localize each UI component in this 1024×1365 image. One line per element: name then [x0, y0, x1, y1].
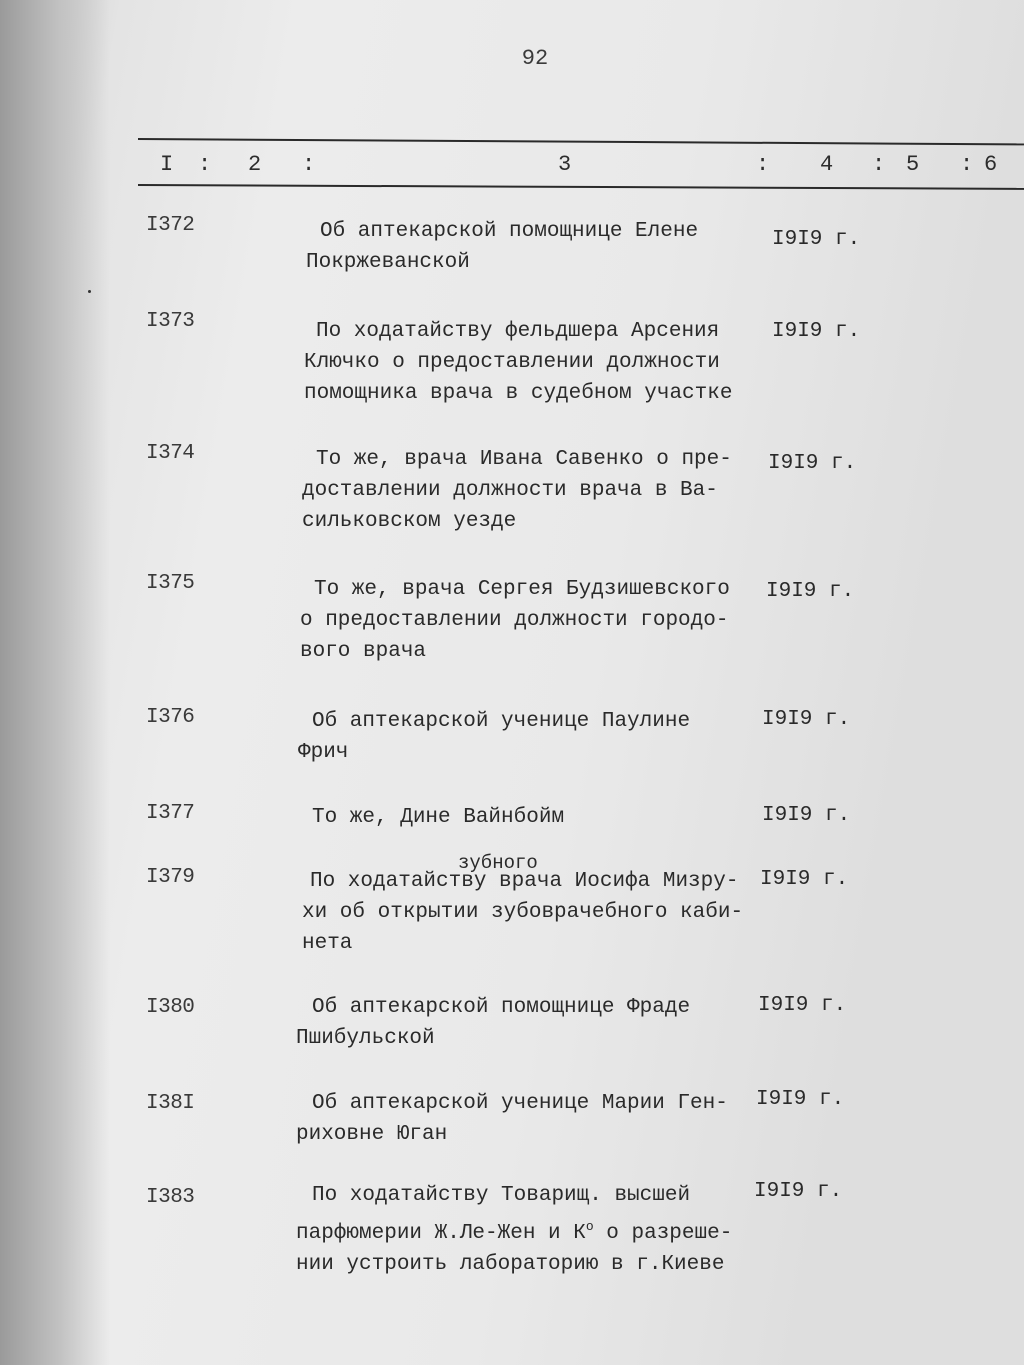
- description-line: Об аптекарской помощнице Фраде: [312, 996, 691, 1019]
- description-line: Покржеванской: [306, 251, 470, 274]
- description-line-part: о разреше-: [606, 1222, 733, 1245]
- column-header-3: 3: [558, 152, 572, 177]
- record-description: [304, 316, 774, 409]
- record-description: [306, 216, 776, 278]
- record-description: [296, 992, 766, 1054]
- record-year: I9I9 г.: [766, 580, 855, 603]
- record-description: [300, 574, 770, 667]
- record-year: I9I9 г.: [762, 708, 851, 731]
- record-number: I379: [146, 866, 195, 889]
- description-line: По ходатайству Товарищ. высшей: [312, 1184, 691, 1207]
- description-line: риховне Юган: [296, 1123, 448, 1146]
- column-separator: :: [872, 152, 886, 177]
- description-line: То же, Дине Вайнбойм: [312, 806, 565, 829]
- record-year: I9I9 г.: [758, 994, 847, 1017]
- record-number: I380: [146, 996, 195, 1019]
- column-header-4: 4: [820, 152, 834, 177]
- margin-mark: [88, 290, 91, 293]
- handwritten-insertion: зубного: [458, 852, 538, 874]
- column-header-5: 5: [906, 152, 920, 177]
- description-line: То же, врача Ивана Савенко о пре-: [316, 448, 732, 471]
- column-separator: :: [756, 152, 770, 177]
- record-number: I376: [146, 706, 195, 729]
- column-header-2: 2: [248, 152, 262, 177]
- description-line: Об аптекарской ученице Марии Ген-: [312, 1092, 728, 1115]
- description-line: Фрич: [298, 741, 349, 764]
- record-number: I38I: [146, 1092, 195, 1115]
- description-line: доставлении должности врача в Ва-: [302, 479, 718, 502]
- description-line: вого врача: [300, 640, 427, 663]
- column-separator: :: [198, 152, 212, 177]
- record-number: I383: [146, 1186, 195, 1209]
- record-year: I9I9 г.: [756, 1088, 845, 1111]
- column-header-1: I: [160, 152, 174, 177]
- description-line-part: парфюмерии Ж.Ле-Жен и К: [296, 1222, 586, 1245]
- column-header-6: 6: [984, 152, 998, 177]
- record-number: I372: [146, 214, 195, 237]
- record-number: I375: [146, 572, 195, 595]
- record-description: [298, 802, 768, 833]
- description-line: о предоставлении должности городо-: [300, 609, 729, 632]
- description-line: нии устроить лабораторию в г.Киеве: [296, 1253, 725, 1276]
- description-line: [296, 1211, 766, 1249]
- description-line: Об аптекарской помощнице Елене: [320, 220, 699, 243]
- book-gutter: [0, 0, 110, 1365]
- description-line: Об аптекарской ученице Паулине: [312, 710, 691, 733]
- record-description: [298, 706, 768, 768]
- record-description: [296, 1088, 766, 1150]
- record-description: [302, 444, 772, 537]
- description-line: хи об открытии зубоврачебного каби-: [302, 901, 744, 924]
- description-line: нета: [302, 932, 353, 955]
- record-year: I9I9 г.: [760, 868, 849, 891]
- record-number: I374: [146, 442, 195, 465]
- record-year: I9I9 г.: [754, 1180, 843, 1203]
- column-separator: :: [960, 152, 974, 177]
- description-line: По ходатайству врача Иосифа Мизру-: [310, 870, 739, 893]
- description-line: Пшибульской: [296, 1027, 435, 1050]
- record-number: I373: [146, 310, 195, 333]
- table-header-rule: [138, 184, 1024, 190]
- column-separator: :: [302, 152, 316, 177]
- table-top-rule: [138, 138, 1024, 145]
- superscript-mark: о: [585, 1219, 594, 1234]
- record-year: I9I9 г.: [768, 452, 857, 475]
- description-line: помощника врача в судебном участке: [304, 382, 733, 405]
- record-year: I9I9 г.: [762, 804, 851, 827]
- description-line: По ходатайству фельдшера Арсения: [316, 320, 720, 343]
- record-description: [296, 866, 766, 959]
- record-year: I9I9 г.: [772, 320, 861, 343]
- record-number: I377: [146, 802, 195, 825]
- description-line: То же, врача Сергея Будзишевского: [314, 578, 730, 601]
- description-line: Ключко о предоставлении должности: [304, 351, 720, 374]
- page-number: 92: [521, 46, 549, 71]
- record-year: I9I9 г.: [772, 228, 861, 251]
- record-description: [296, 1180, 766, 1280]
- description-line: сильковском уезде: [302, 510, 517, 533]
